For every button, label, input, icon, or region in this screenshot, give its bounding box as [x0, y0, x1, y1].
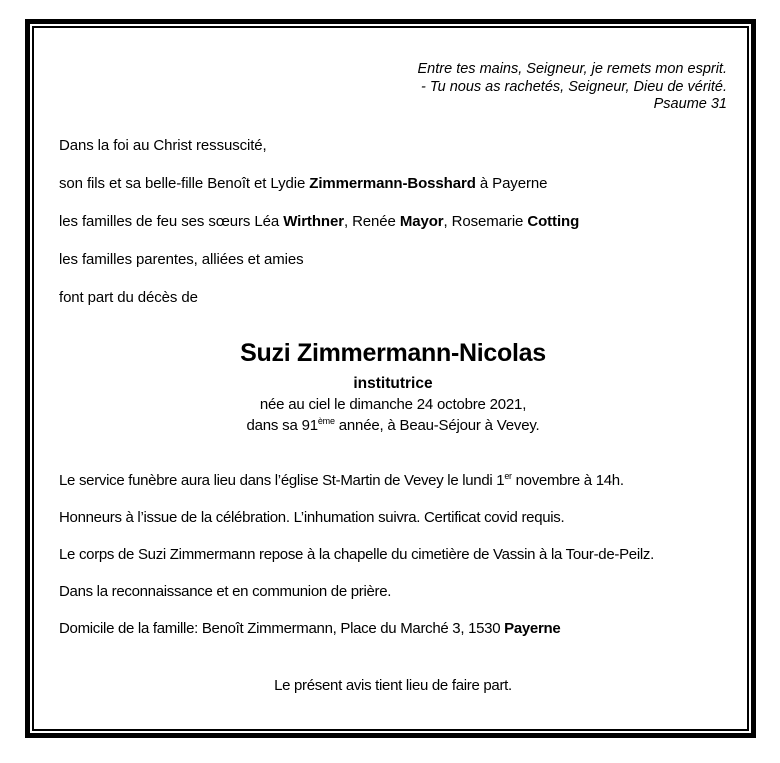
quote-line-2: - Tu nous as rachetés, Seigneur, Dieu de vérité. [420, 78, 727, 95]
son-line-place: à Payerne [475, 174, 548, 192]
domicile-line [59, 620, 727, 637]
faith-line: Dans la foi au Christ ressuscité, [59, 136, 267, 154]
sisters-line [59, 213, 727, 231]
decorative-outer-frame [25, 19, 756, 738]
sisters-separator-1: , Renée [343, 212, 400, 230]
service-ordinal: er [504, 470, 512, 481]
son-line [59, 175, 727, 193]
deceased-name: Suzi Zimmermann-Nicolas [240, 338, 546, 367]
announce-line: font part du décès de [59, 288, 198, 306]
scripture-quote [59, 61, 727, 114]
deceased-profession: institutrice [353, 374, 433, 392]
death-age-line [59, 416, 727, 435]
honors-line: Honneurs à l’issue de la célébration. L’inhumation suivra. Certificat covid requis. [59, 508, 565, 526]
death-age-ordinal: ème [317, 415, 335, 426]
domicile-text: Domicile de la famille: Benoît Zimmermann, Place du Marché 3, 1530 [59, 619, 505, 637]
gratitude-line: Dans la reconnaissance et en communion de prière. [59, 582, 392, 600]
son-family-name: Zimmermann-Bosshard [309, 174, 476, 192]
domicile-city: Payerne [504, 619, 561, 637]
closing-line: Le présent avis tient lieu de faire part. [274, 676, 512, 694]
obituary-content-area [32, 26, 749, 731]
service-time-text: novembre à 14h. [511, 471, 624, 489]
death-place-text: année, à Beau-Séjour à Vevey. [334, 416, 540, 434]
sister-name-3: Cotting [527, 212, 580, 230]
sisters-separator-2: , Rosemarie [443, 212, 528, 230]
quote-line-1: Entre tes mains, Seigneur, je remets mon esprit. [417, 61, 727, 77]
death-age-text: dans sa 91 [246, 416, 318, 434]
death-date-line: née au ciel le dimanche 24 octobre 2021, [259, 395, 527, 413]
announcement-intro [59, 137, 727, 307]
son-line-text: son fils et sa belle-fille Benoît et Lydie [59, 174, 310, 192]
sisters-line-text: les familles de feu ses sœurs Léa [59, 212, 284, 230]
sister-name-2: Mayor [399, 212, 444, 230]
families-line: les familles parentes, alliées et amies [59, 250, 304, 268]
repose-line: Le corps de Suzi Zimmermann repose à la chapelle du cimetière de Vassin à la Tour-de-Peilz. [59, 545, 654, 563]
service-text: Le service funèbre aura lieu dans l’église St-Martin de Vevey le lundi 1 [59, 471, 505, 489]
ceremony-details [59, 472, 727, 637]
quote-attribution: Psaume 31 [653, 96, 727, 112]
deceased-block [59, 339, 727, 435]
sister-name-1: Wirthner [283, 212, 344, 230]
service-line [59, 472, 727, 489]
